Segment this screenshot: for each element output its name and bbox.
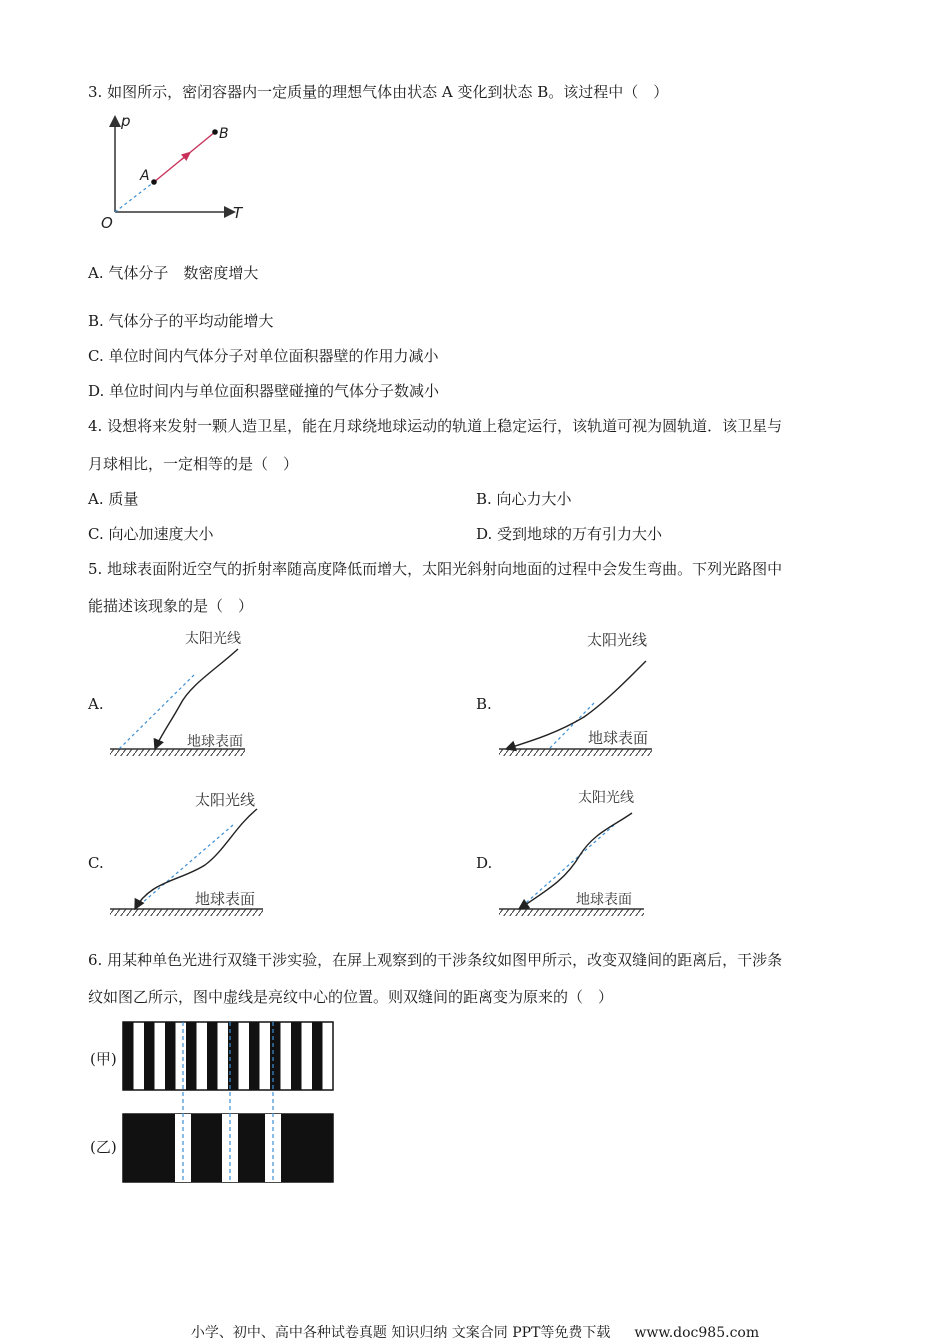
q3-pt-graph: [95, 110, 255, 235]
ground-label-b: 地球表面: [588, 729, 649, 747]
q6-fringe-figure: [122, 1020, 337, 1185]
sun-label-b: 太阳光线: [587, 631, 648, 649]
q3-stem: 3. 如图所示，密闭容器内一定质量的理想气体由状态 A 变化到状态 B。该过程中（ ）: [88, 83, 669, 101]
q4-option-c: C. 向心加速度大小: [88, 525, 214, 543]
q5-figure-a: [105, 625, 270, 765]
label-a: A: [140, 168, 150, 184]
footer: [0, 1322, 950, 1342]
ground-label-a: 地球表面: [187, 734, 243, 750]
process-arrow: [181, 154, 188, 160]
q4-option-b: B. 向心力大小: [476, 490, 572, 508]
ground-hatch-a: [110, 749, 245, 756]
ground-hatch-c: [110, 909, 263, 916]
sun-label-c: 太阳光线: [195, 791, 256, 809]
q5-figure-d: [494, 785, 664, 925]
sun-label-a: 太阳光线: [185, 631, 241, 647]
sun-label-d: 太阳光线: [578, 790, 634, 806]
point-b: [212, 129, 218, 135]
q5-stem-line2: 能描述该现象的是（ ）: [88, 597, 254, 615]
label-t: T: [233, 204, 243, 222]
q5-figure-b: [494, 625, 664, 765]
q6-stem-line1: 6. 用某种单色光进行双缝干涉实验，在屏上观察到的干涉条纹如图甲所示，改变双缝间的距离后，干涉条: [88, 951, 783, 969]
label-o: O: [101, 214, 113, 232]
q4-option-a: A. 质量: [88, 490, 139, 508]
fringe-pattern-yi: [123, 1114, 333, 1182]
jia-dark-fringe: [291, 1022, 302, 1090]
dashed-extension: [115, 182, 154, 212]
dashed-straight-a: [119, 675, 194, 749]
ground-hatch-b: [499, 749, 652, 756]
label-jia: (甲): [90, 1050, 117, 1068]
jia-dark-fringe: [144, 1022, 155, 1090]
q5-figure-c: [105, 785, 270, 925]
label-yi: (乙): [90, 1138, 117, 1156]
q6-stem-line2: 纹如图乙所示，图中虚线是亮纹中心的位置。则双缝间的距离变为原来的（ ）: [88, 988, 614, 1006]
q4-stem-line2: 月球相比，一定相等的是（ ）: [88, 455, 299, 473]
q4-option-d: D. 受到地球的万有引力大小: [476, 525, 663, 543]
q5-label-d: D.: [476, 854, 493, 872]
q3-option-b: B. 气体分子的平均动能增大: [88, 312, 274, 330]
jia-dark-fringe: [123, 1022, 134, 1090]
ground-label-d: 地球表面: [576, 892, 632, 908]
jia-dark-fringe: [165, 1022, 176, 1090]
q3-option-d: D. 单位时间内与单位面积器壁碰撞的气体分子数减小: [88, 382, 440, 400]
q5-label-c: C.: [88, 854, 104, 872]
jia-dark-fringe: [312, 1022, 323, 1090]
q5-label-a: A.: [88, 695, 104, 713]
footer-url[interactable]: www.doc985.com: [634, 1325, 760, 1341]
label-b: B: [219, 126, 229, 142]
q5-stem-line1: 5. 地球表面附近空气的折射率随高度降低而增大，太阳光斜射向地面的过程中会发生弯曲。下列光路图中: [88, 560, 783, 578]
point-a: [151, 179, 157, 185]
jia-dark-fringe: [207, 1022, 218, 1090]
label-p: p: [121, 112, 131, 130]
q3-option-c: C. 单位时间内气体分子对单位面积器壁的作用力减小: [88, 347, 439, 365]
q3-option-a: A. 气体分子 数密度增大: [88, 264, 259, 282]
jia-dark-fringe: [249, 1022, 260, 1090]
fringe-pattern-jia: [123, 1022, 333, 1090]
q4-stem-line1: 4. 设想将来发射一颗人造卫星，能在月球绕地球运动的轨道上稳定运行，该轨道可视为圆轨道．该卫星与: [88, 417, 783, 435]
ground-hatch-d: [499, 909, 644, 916]
jia-dark-fringe: [270, 1022, 281, 1090]
ground-label-c: 地球表面: [195, 890, 256, 908]
footer-text: 小学、初中、高中各种试卷真题 知识归纳 文案合同 PPT等免费下载: [190, 1325, 611, 1341]
q5-label-b: B.: [476, 695, 492, 713]
jia-dark-fringe: [186, 1022, 197, 1090]
